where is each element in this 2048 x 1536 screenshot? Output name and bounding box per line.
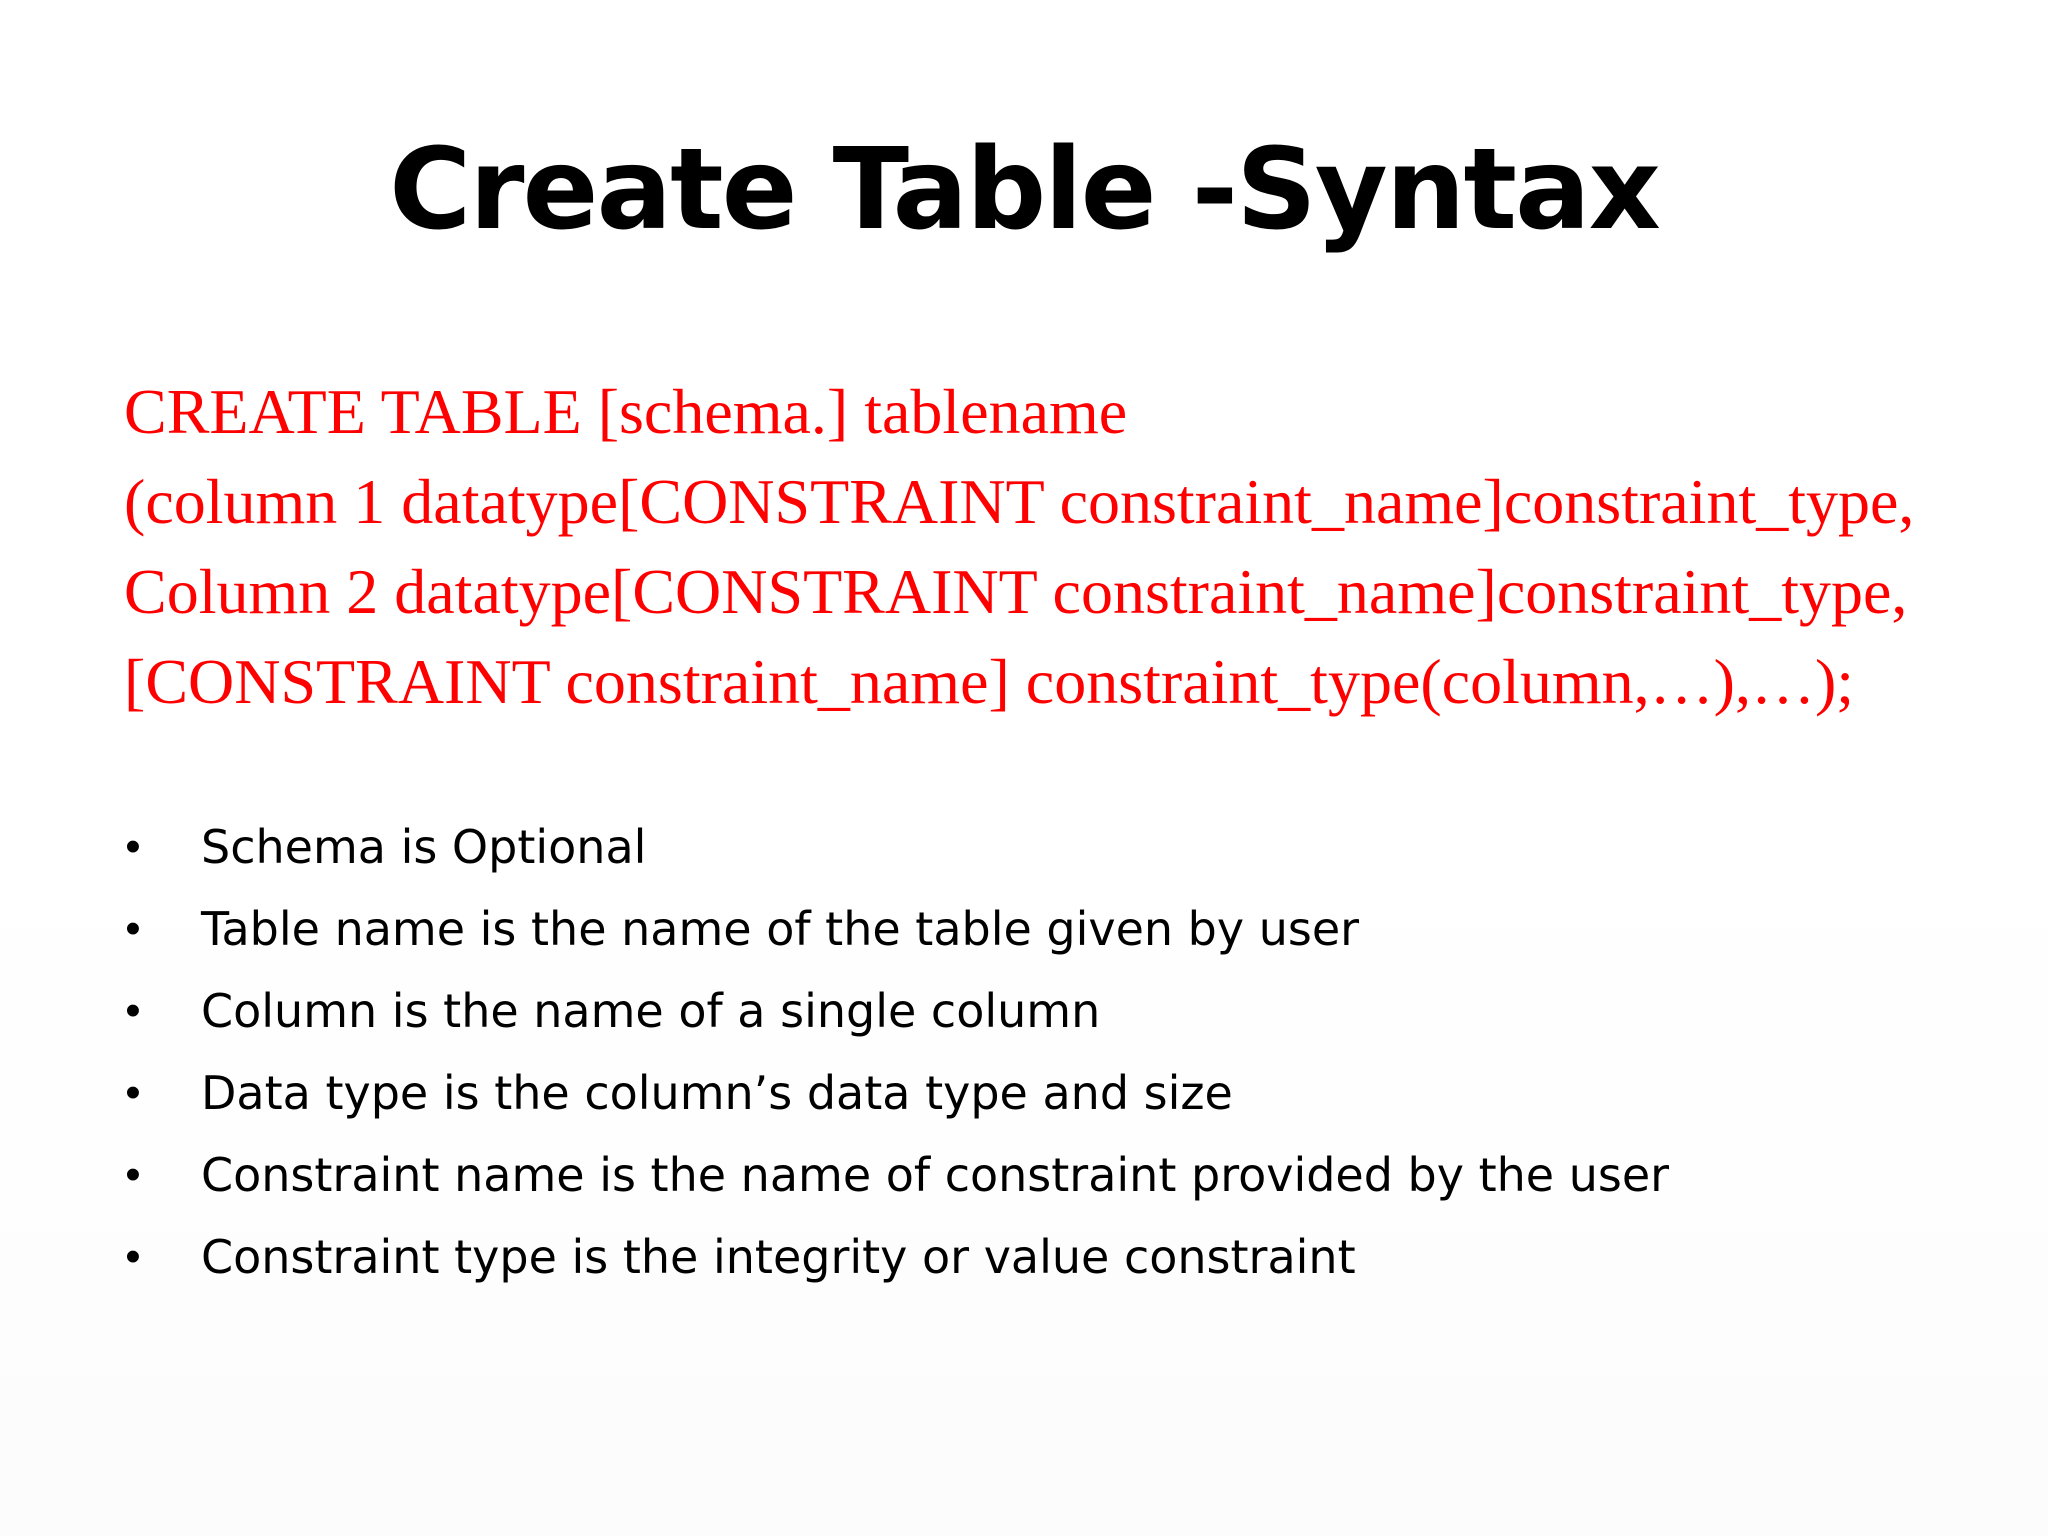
bullet-icon: • [125, 822, 141, 871]
list-item [118, 1134, 1978, 1216]
bullet-text: Table name is the name of the table given by user [201, 902, 1360, 956]
syntax-line: CREATE TABLE [schema.] tablename [124, 376, 1128, 447]
bullet-list [118, 806, 1978, 1298]
bullet-icon: • [125, 1068, 141, 1117]
syntax-line: Column 2 datatype[CONSTRAINT constraint_name]constraint_type, [124, 556, 1908, 627]
syntax-line: [CONSTRAINT constraint_name] constraint_type(column,…),…); [124, 646, 1855, 717]
bullet-icon: • [125, 986, 141, 1035]
bullet-text: Column is the name of a single column [201, 984, 1101, 1038]
bullet-icon: • [125, 1150, 141, 1199]
list-item [118, 806, 1978, 888]
syntax-line: (column 1 datatype[CONSTRAINT constraint_name]constraint_type, [124, 466, 1915, 537]
list-item [118, 1052, 1978, 1134]
list-item [118, 1216, 1978, 1298]
bullet-text: Schema is Optional [201, 820, 647, 874]
bullet-text: Constraint name is the name of constraint provided by the user [201, 1148, 1670, 1202]
slide-title: Create Table -Syntax [389, 125, 1659, 255]
list-item [118, 970, 1978, 1052]
bullet-text: Constraint type is the integrity or value constraint [201, 1230, 1356, 1284]
bullet-icon: • [125, 1232, 141, 1281]
list-item [118, 888, 1978, 970]
syntax-block [124, 367, 2004, 727]
bullet-icon: • [125, 904, 141, 953]
bullet-text: Data type is the column’s data type and size [201, 1066, 1233, 1120]
